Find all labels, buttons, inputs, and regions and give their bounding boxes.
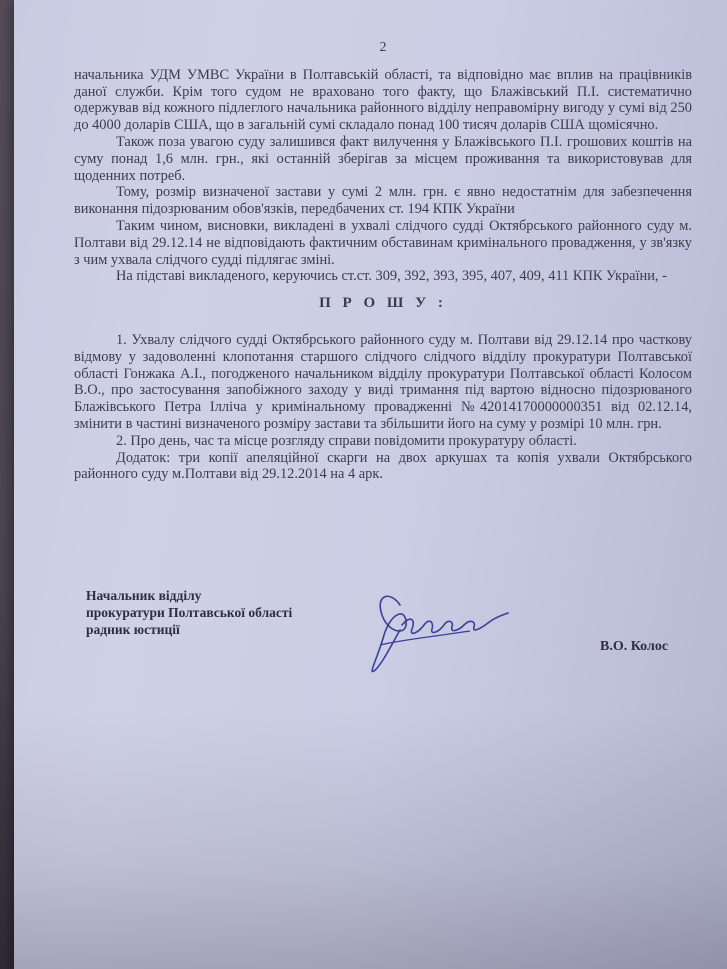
signatory-position-line-1: Начальник відділу (86, 588, 202, 603)
paragraph-5: На підставі викладеного, керуючись ст.ст. 309, 392, 393, 395, 407, 409, 411 КПК України, - (116, 268, 667, 285)
signatory-position-line-3: радник юстиції (86, 621, 180, 637)
request-item-1: 1. Ухвалу слідчого судді Октябрського районного суду м. Полтави від 29.12.14 про часткову відмову у задоволенні клопотання старшого слідчого слідчого відділу прокуратури Полтавської області Гонжака А.І., погодженого начальником відділу прокуратури Полтавської області Колосом В.О., про застосування запобіжного заходу у виді тримання під вартою відносно підозрюваного Блажівського Петра Ілліча у кримінальному провадженні №42014170000000351 від 02.12.14, змінити в частині визначеного розміру застави та збільшити його на суму у розмірі 10 млн. грн. (74, 331, 692, 432)
paragraph-3: Тому, розмір визначеної застави у сумі 2 млн. грн. є явно недостатнім для забезпечення виконання підозрюваним обов'язків, передбачених ст. 194 КПК України (74, 184, 692, 218)
paragraph-1: начальника УДМ УМВС України в Полтавській області, та відповідно має вплив на працівників даної служби. Крім того судом не враховано того факту, що Блажівський П.І. систематично одержував від кожного підлеглого начальника районного відділу неправомірну вигоду у сумі від 250 до 4000 доларів США, що в загальній сумі складало понад 100 тисяч доларів США щомісячно. (74, 66, 692, 134)
paper-shadow (14, 709, 727, 969)
handwritten-signature (360, 585, 510, 680)
paragraph-4: Таким чином, висновки, викладені в ухвалі слідчого судді Октябрського районного суду м. Полтави від 29.12.14 не відповідають фактичним обставинам кримінального провадження, у зв'язку з чим ухвала слідчого судді підлягає зміні. (74, 217, 692, 268)
signatory-position-line-2: прокуратури Полтавської області (86, 604, 293, 620)
page-number: 2 (379, 40, 387, 55)
attachment-note: Додаток: три копії апеляційної скарги на двох аркушах та копія ухвали Октябрського районного суду м.Полтави від 29.12.2014 на 4 арк. (74, 449, 692, 483)
document-body (74, 40, 692, 483)
signatory-position (86, 588, 292, 638)
signatory-name: В.О. Колос (600, 639, 669, 654)
request-heading: П Р О Ш У : (319, 295, 447, 312)
request-item-2: 2. Про день, час та місце розгляду справи повідомити прокуратуру області. (116, 432, 577, 449)
paragraph-2: Також поза увагою суду залишився факт вилучення у Блажівського П.І. грошових коштів на суму понад 1,6 млн. грн., які останній зберігав за місцем проживання та використовував для щоденних потреб. (74, 133, 692, 184)
